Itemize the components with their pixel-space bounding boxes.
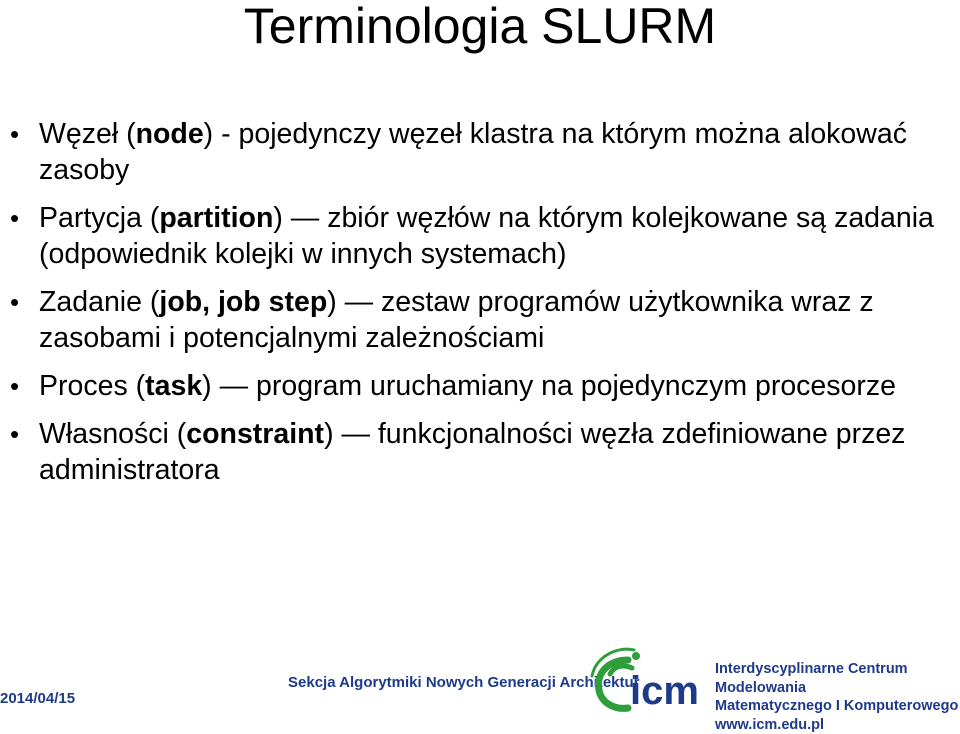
bullet-dot-icon: • bbox=[10, 284, 30, 320]
footer bbox=[0, 640, 960, 719]
bullet-item bbox=[10, 416, 940, 488]
bullet-pre: Własności ( bbox=[39, 418, 186, 450]
bullet-post: ) — program uruchamiany na pojedynczym procesorze bbox=[202, 370, 896, 402]
bullet-item bbox=[10, 200, 940, 272]
bullet-list bbox=[10, 116, 940, 500]
bullet-item bbox=[10, 116, 940, 188]
bullet-pre: Węzeł ( bbox=[39, 118, 136, 150]
bullet-post: ) — funkcjonalności węzła zdefiniowane przez administratora bbox=[39, 418, 905, 486]
institute-url: www.icm.edu.pl bbox=[715, 716, 960, 734]
bullet-term: constraint bbox=[186, 418, 324, 450]
bullet-dot-icon: • bbox=[10, 116, 30, 152]
footer-section-name: Sekcja Algorytmiki Nowych Generacji Architektur bbox=[288, 674, 640, 691]
bullet-item bbox=[10, 368, 940, 404]
bullet-post: ) - pojedynczy węzeł klastra na którym można alokować zasoby bbox=[39, 118, 907, 186]
logo-text: icm bbox=[630, 669, 699, 713]
bullet-post: ) — zestaw programów użytkownika wraz z zasobami i potencjalnymi zależnościami bbox=[39, 286, 874, 354]
bullet-term: task bbox=[145, 370, 202, 402]
bullet-post: ) — zbiór węzłów na którym kolejkowane są zadania (odpowiednik kolejki w innych systemach) bbox=[39, 202, 934, 270]
bullet-dot-icon: • bbox=[10, 200, 30, 236]
icm-logo-icon bbox=[588, 646, 706, 719]
institute-line-2: Matematycznego I Komputerowego bbox=[715, 697, 960, 716]
bullet-pre: Partycja ( bbox=[39, 202, 159, 234]
slide-title: Terminologia SLURM bbox=[0, 0, 960, 58]
bullet-pre: Zadanie ( bbox=[39, 286, 159, 318]
footer-date: 2014/04/15 bbox=[0, 690, 75, 707]
institute-line-1: Interdyscyplinarne Centrum Modelowania bbox=[715, 660, 960, 697]
bullet-term: node bbox=[136, 118, 204, 150]
institute-block bbox=[715, 660, 960, 734]
bullet-dot-icon: • bbox=[10, 416, 30, 452]
bullet-item bbox=[10, 284, 940, 356]
bullet-term: partition bbox=[159, 202, 273, 234]
bullet-term: job, job step bbox=[159, 286, 327, 318]
bullet-dot-icon: • bbox=[10, 368, 30, 404]
bullet-pre: Proces ( bbox=[39, 370, 145, 402]
